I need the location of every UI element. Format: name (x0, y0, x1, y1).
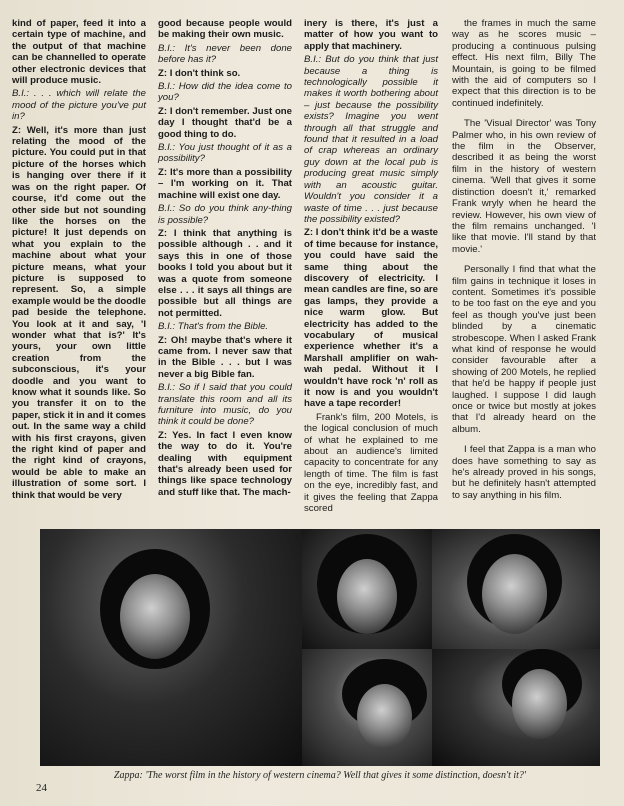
photo-zappa-closeup (302, 529, 432, 649)
text-column-3 (304, 18, 438, 516)
zappa-answer: Z: I think that anything is possible although . . and it says this in one of those books I told you about but it was a quote from someone else . . . it says all things are possible but all things are not permitted. (158, 227, 292, 319)
body-paragraph: I feel that Zappa is a man who does have something to say as he's already proved in his songs, but he definitely hasn't attempted to say anything in his film. (452, 444, 596, 501)
zappa-answer: Z: I don't think so. (158, 67, 241, 79)
zappa-answer: Z: It's more than a possibility – I'm working on it. That machine will exist one day. (158, 166, 292, 201)
zappa-answer: kind of paper, feed it into a certain type of machine, and the output of that machine can be channelled to operate other electronic devices that will produce music. (12, 18, 146, 87)
zappa-answer: Z: I don't remember. Just one day I thought that'd be a good thing to do. (158, 105, 292, 140)
body-paragraph: Personally I find that what the film gains in technique it loses in content. Sometimes it's possible to be too fast on the eye and you feel as though you've just been blinded by a cinematic strobescope. When I asked Frank what kind of response he would consider favourable after a showing of 200 Motels, he replied that he'd be happy if people just laughed. I suppose I did laugh once or twice but mostly at jokes that I'd already heard on the album. (452, 264, 596, 435)
interviewer-question: B.I.: That's from the Bible. (158, 321, 269, 333)
zappa-answer: Z: Yes. In fact I even know the way to do it. You're dealing with equipment that's already been used for things like space technology and stuff like that. The mach- (158, 429, 292, 498)
zappa-answer: Z: I don't think it'd be a waste of time because for instance, you could have said the same thing about the discovery of electricity. I mean candles are fine, so are gas lamps, they provide a nice warm glow. But electricity has added to the vocabulary of musical experience whether it's a Marshall amplifier on wah-wah pedal. Without it I wouldn't have rock 'n' roll as it now is and you wouldn't have a tape recorder! (304, 227, 438, 410)
text-column-2 (158, 18, 292, 500)
zappa-answer: inery is there, it's just a matter of how you want to apply that machinery. (304, 18, 438, 52)
body-paragraph: Frank's film, 200 Motels, is the logical conclusion of much of what he explained to me about an audience's limited capacity to concentrate for any length of time. The film is fast on the eye, incredibly fast, and it gives the feeling that Zappa scored (304, 411, 438, 515)
photo-zappa-profile (302, 649, 432, 766)
page-number: 24 (36, 782, 47, 794)
photo-caption: Zappa: 'The worst film in the history of western cinema? Well that gives it some distinction, doesn't it?' (113, 770, 527, 781)
photo-strip (40, 529, 600, 766)
photo-zappa-seated (40, 529, 302, 766)
interviewer-question: B.I.: But do you think that just because a thing is technologically possible it makes it worth bothering about – just because the possibility exists? Imagine you went through all that struggle and found that it resulted in a load of crap whereas an ordinary guy down at the local pub is producing great music simply with an acoustic guitar. Wouldn't you consider it a waste of time . . . just because the possibility existed? (304, 54, 438, 225)
interviewer-question: B.I.: It's never been done before has it? (158, 42, 292, 66)
interviewer-question: B.I.: How did the idea come to you? (158, 81, 292, 104)
zappa-answer: Z: Well, it's more than just relating the mood of the picture. You could put in that picture of the horses which is hanging over there if it was on the right paper. Of course, it'd come out the other side but not sounding like the horses on the picture! It just depends on what you explain to the machine about what your picture means, what your picture is supposed to represent. So, a simple example would be the doodle pad beside the telephone. You look at it and say, 'I wonder what that is?' It's yours, your own little creation from the subconscious, it's your doodle and you want to know what it sounds like. So you transfer it on to the paper, stick it in and it comes out. In the same way a child with his first crayons, given the right kind of paper and the right kind of crayons, would be able to make an illustration of some sort. I think that would be very (12, 124, 146, 501)
zappa-answer: Z: Oh! maybe that's where it came from. I never saw that in the Bible . . . but I was never a big Bible fan. (158, 334, 292, 380)
body-paragraph: The 'Visual Director' was Tony Palmer who, in his own review of the film in the Observer, described it as being the worst film in the history of western cinema. 'Well that gives it some distinction doesn't it,' remarked Frank wryly when he heard the review. However, his own view of the film remains unchanged. 'I like that movie. I'll stand by that movie.' (452, 118, 596, 255)
interviewer-question: B.I.: . . . which will relate the mood of the picture you've put in? (12, 88, 146, 123)
interviewer-question: B.I.: So do you think any-thing is possible? (158, 203, 292, 226)
interviewer-question: B.I.: So if I said that you could translate this room and all its furniture into music, do you think it could be done? (158, 382, 292, 428)
zappa-answer: good because people would be making their own music. (158, 18, 292, 41)
text-column-4 (452, 18, 596, 510)
photo-zappa-standing (432, 649, 600, 766)
text-column-1 (12, 18, 146, 503)
interviewer-question: B.I.: You just thought of it as a possibility? (158, 142, 292, 165)
body-paragraph: the frames in much the same way as he scores music – producing a continuous pulsing effect. His next film, Billy The Mountain, is going to be filmed with the aid of computers so I expect that this direction is to be continued indefinitely. (452, 18, 596, 109)
photo-zappa-portrait (432, 529, 600, 649)
